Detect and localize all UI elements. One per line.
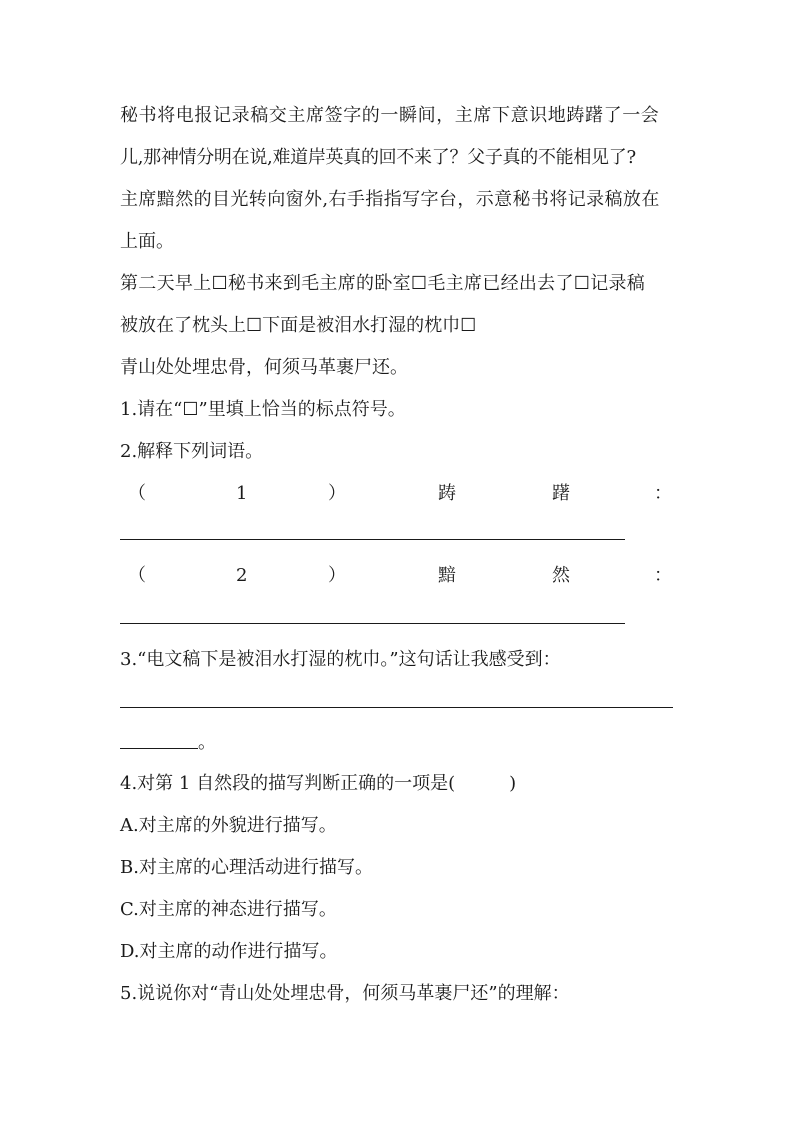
question-1: 1.请在“☐”里填上恰当的标点符号。 bbox=[120, 399, 406, 420]
term-colon: ： bbox=[654, 483, 672, 504]
worksheet-page bbox=[120, 0, 675, 1122]
term-char: 黯 bbox=[438, 565, 456, 586]
paren-close: ） bbox=[328, 483, 346, 504]
passage-line-1 bbox=[120, 104, 675, 128]
paren-open: （ bbox=[128, 483, 146, 504]
passage-line-3: 主席黯然的目光转向窗外,右手指指写字台，示意秘书将记录稿放在 bbox=[120, 189, 660, 210]
term-item-1 bbox=[128, 482, 670, 506]
question-2: 2.解释下列词语。 bbox=[120, 441, 264, 462]
option-c: C.对主席的神态进行描写。 bbox=[120, 899, 337, 920]
term-number: 1 bbox=[236, 483, 248, 504]
term-char: 躇 bbox=[552, 483, 570, 504]
passage-line-5: 第二天早上☐秘书来到毛主席的卧室☐毛主席已经出去了☐记录稿 bbox=[120, 273, 646, 294]
option-b: B.对主席的心理活动进行描写。 bbox=[120, 857, 373, 878]
answer-line[interactable] bbox=[120, 707, 673, 708]
term-char: 踌 bbox=[438, 483, 456, 504]
answer-line[interactable] bbox=[120, 623, 625, 624]
passage-line-2: 儿,那神情分明在说,难道岸英真的回不来了？父子真的不能相见了? bbox=[120, 147, 636, 168]
sentence-end: 。 bbox=[198, 732, 216, 753]
paren-open: （ bbox=[128, 565, 146, 586]
term-item-2 bbox=[128, 564, 670, 588]
question-5: 5.说说你对“青山处处埋忠骨，何须马革裹尸还”的理解： bbox=[120, 983, 570, 1004]
poem-line: 青山处处埋忠骨，何须马革裹尸还。 bbox=[120, 357, 408, 378]
answer-line[interactable] bbox=[120, 539, 625, 540]
option-a: A.对主席的外貌进行描写。 bbox=[120, 815, 337, 836]
term-char: 然 bbox=[552, 565, 570, 586]
option-d: D.对主席的动作进行描写。 bbox=[120, 941, 338, 962]
answer-line[interactable] bbox=[120, 748, 198, 749]
passage-line-4: 上面。 bbox=[120, 231, 174, 252]
term-colon: ： bbox=[654, 565, 672, 586]
paren-close: ） bbox=[328, 565, 346, 586]
question-3: 3.“电文稿下是被泪水打湿的枕巾。”这句话让我感受到： bbox=[120, 649, 561, 670]
passage-line-6: 被放在了枕头上☐下面是被泪水打湿的枕巾☐ bbox=[120, 315, 477, 336]
passage-text: 秘书将电报记录稿交主席签字的一瞬间，主席下意识地踌躇了一会 bbox=[120, 105, 660, 126]
term-number: 2 bbox=[236, 565, 248, 586]
question-4: 4.对第 1 自然段的描写判断正确的一项是( ) bbox=[120, 773, 517, 794]
